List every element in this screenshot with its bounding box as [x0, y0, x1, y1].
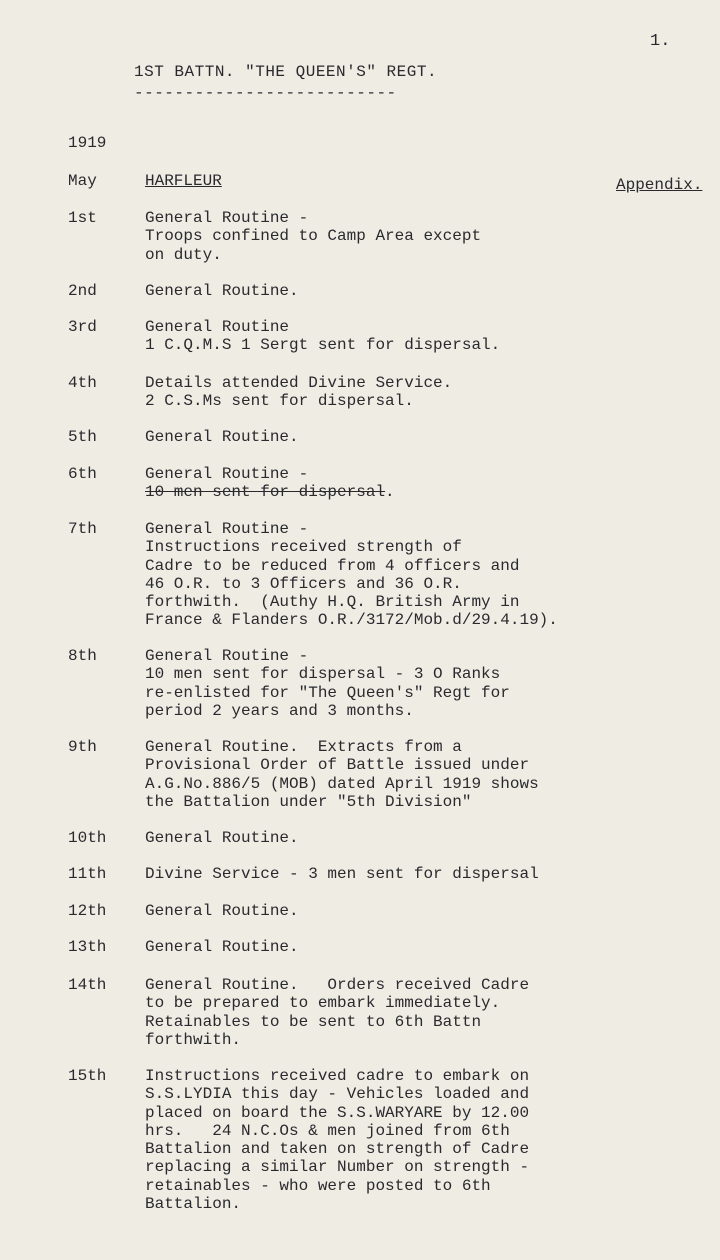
- entry-line: Retainables to be sent to 6th Battn: [145, 1012, 482, 1031]
- entry-date: 4th: [68, 374, 97, 392]
- entry-text: [145, 738, 715, 811]
- entry-date: 5th: [68, 428, 97, 446]
- title-underline: --------------------------: [134, 84, 397, 102]
- entry-text: [145, 976, 715, 1049]
- entry-line: A.G.No.886/5 (MOB) dated April 1919 shows: [145, 774, 539, 793]
- entry-line: General Routine.: [145, 938, 299, 956]
- entry-line: General Routine.: [145, 282, 299, 300]
- place-heading: HARFLEUR: [145, 172, 222, 190]
- entry-date: 14th: [68, 976, 107, 994]
- entry-line: S.S.LYDIA this day - Vehicles loaded and: [145, 1085, 530, 1104]
- entry-date: 13th: [68, 938, 107, 956]
- entry-line: General Routine. Orders received Cadre: [145, 976, 530, 994]
- entry-line: 10 men sent for dispersal - 3 O Ranks: [145, 665, 501, 684]
- entry-text: [145, 209, 715, 264]
- entry-line: Provisional Order of Battle issued under: [145, 756, 530, 775]
- entry-line: the Battalion under "5th Division": [145, 792, 472, 811]
- entry-line: 46 O.R. to 3 Officers and 36 O.R.: [145, 574, 462, 593]
- entry-text: [145, 520, 715, 630]
- entry-text: [145, 829, 715, 847]
- entry-text: [145, 647, 715, 720]
- month-heading: May: [68, 172, 97, 190]
- entry-date: 11th: [68, 865, 107, 883]
- appendix-column-heading: Appendix.: [616, 176, 703, 194]
- entry-line: replacing a similar Number on strength -: [145, 1158, 530, 1177]
- entry-line: forthwith.: [145, 1030, 242, 1049]
- entry-line: General Routine.: [145, 829, 299, 847]
- entry-text: [145, 374, 715, 411]
- entry-line: General Routine: [145, 318, 290, 336]
- page-number: 1.: [650, 32, 671, 51]
- entry-line: General Routine. Extracts from a: [145, 738, 462, 756]
- entry-line: General Routine -: [145, 209, 309, 227]
- entry-line: on duty.: [145, 245, 222, 264]
- entry-date: 1st: [68, 209, 97, 227]
- struck-through-line: 10 men sent for dispersal: [145, 483, 386, 502]
- entry-line: placed on board the S.S.WARYARE by 12.00: [145, 1103, 530, 1122]
- entry-line: Cadre to be reduced from 4 officers and: [145, 556, 520, 575]
- year-heading: 1919: [68, 134, 107, 152]
- entry-line: General Routine.: [145, 428, 299, 446]
- struck-line-period: .: [385, 483, 395, 502]
- entry-date: 3rd: [68, 318, 97, 336]
- entry-line: Battalion.: [145, 1195, 242, 1214]
- entry-text: [145, 865, 715, 883]
- entry-line: General Routine.: [145, 902, 299, 920]
- entry-line: Troops confined to Camp Area except: [145, 227, 482, 246]
- entry-line: re-enlisted for "The Queen's" Regt for: [145, 683, 510, 702]
- entry-text: [145, 282, 715, 300]
- entry-text: [145, 938, 715, 956]
- entry-text: [145, 465, 715, 502]
- entry-line: Battalion and taken on strength of Cadre: [145, 1140, 530, 1159]
- entry-date: 9th: [68, 738, 97, 756]
- entry-line: Details attended Divine Service.: [145, 374, 453, 392]
- entry-line: retainables - who were posted to 6th: [145, 1176, 491, 1195]
- entry-text: [145, 428, 715, 446]
- entry-text: [145, 318, 715, 355]
- entry-line: hrs. 24 N.C.Os & men joined from 6th: [145, 1121, 510, 1140]
- diary-title: 1ST BATTN. "THE QUEEN'S" REGT.: [134, 63, 438, 81]
- entry-date: 7th: [68, 520, 97, 538]
- entry-date: 12th: [68, 902, 107, 920]
- entry-line: General Routine -: [145, 465, 309, 483]
- entry-line: General Routine -: [145, 520, 309, 538]
- entry-line: forthwith. (Authy H.Q. British Army in: [145, 593, 520, 612]
- entry-text: [145, 902, 715, 920]
- entry-line: 1 C.Q.M.S 1 Sergt sent for dispersal.: [145, 336, 501, 355]
- entry-date: 8th: [68, 647, 97, 665]
- entry-date: 6th: [68, 465, 97, 483]
- entry-line: Instructions received cadre to embark on: [145, 1067, 530, 1085]
- entry-date: 10th: [68, 829, 107, 847]
- entry-line: Divine Service - 3 men sent for dispersal: [145, 865, 539, 883]
- entry-line: period 2 years and 3 months.: [145, 701, 414, 720]
- entry-text: [145, 1067, 715, 1213]
- entry-line: 2 C.S.Ms sent for dispersal.: [145, 392, 414, 411]
- entry-line: to be prepared to embark immediately.: [145, 994, 501, 1013]
- entry-line: General Routine -: [145, 647, 309, 665]
- entry-date: 15th: [68, 1067, 107, 1085]
- entry-line: France & Flanders O.R./3172/Mob.d/29.4.19).: [145, 611, 558, 630]
- entry-date: 2nd: [68, 282, 97, 300]
- entry-line: Instructions received strength of: [145, 538, 462, 557]
